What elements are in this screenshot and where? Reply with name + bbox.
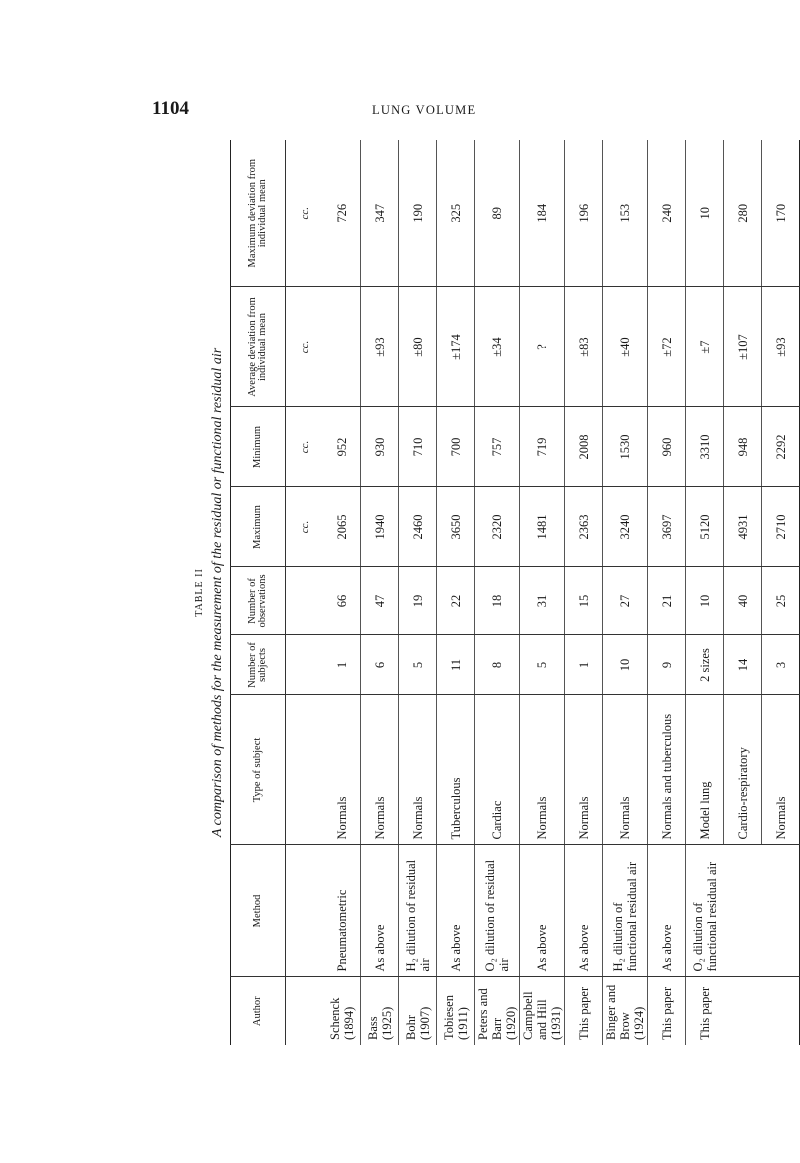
- cell-type: Cardiac: [475, 695, 520, 845]
- cell-author: Bass (1925): [361, 977, 399, 1045]
- comparison-table: [230, 140, 800, 1045]
- cell-maximum: 2320: [475, 487, 520, 567]
- unit-max-dev: cc.: [286, 140, 324, 287]
- cell-minimum: 2292: [762, 407, 800, 487]
- page-number: 1104: [152, 98, 189, 119]
- units-row: [286, 140, 324, 1045]
- cell-author: Bohr (1907): [399, 977, 437, 1045]
- table-row: [648, 140, 686, 1045]
- cell-subjects: 11: [437, 635, 475, 695]
- table-body: [286, 140, 800, 1045]
- unit-avg-dev: cc.: [286, 287, 324, 407]
- cell-author: Tobiesen (1911): [437, 977, 475, 1045]
- cell-observations: 18: [475, 567, 520, 635]
- cell-subjects: 1: [565, 635, 603, 695]
- cell-author: This paper: [565, 977, 603, 1045]
- cell-type: Normals: [520, 695, 565, 845]
- cell-avg-dev: ±80: [399, 287, 437, 407]
- cell-maximum: 2460: [399, 487, 437, 567]
- cell-type: Normals: [603, 695, 648, 845]
- cell-type: Normals: [399, 695, 437, 845]
- cell-max-dev: 280: [724, 140, 762, 287]
- cell-avg-dev: ±83: [565, 287, 603, 407]
- cell-observations: 10: [686, 567, 724, 635]
- cell-avg-dev: ±93: [762, 287, 800, 407]
- cell-avg-dev: ±93: [361, 287, 399, 407]
- col-header-observations: Number of observations: [231, 567, 286, 635]
- cell-maximum: 2710: [762, 487, 800, 567]
- cell-maximum: 2363: [565, 487, 603, 567]
- table-row: [399, 140, 437, 1045]
- cell-minimum: 710: [399, 407, 437, 487]
- cell-max-dev: 10: [686, 140, 724, 287]
- cell-avg-dev: ±34: [475, 287, 520, 407]
- cell-observations: 27: [603, 567, 648, 635]
- cell-method: Pneumatometric: [323, 845, 361, 977]
- cell-subjects: 1: [323, 635, 361, 695]
- cell-method: As above: [565, 845, 603, 977]
- cell-type: Cardio-respiratory: [724, 695, 762, 845]
- cell-observations: 47: [361, 567, 399, 635]
- cell-method: [724, 845, 762, 977]
- cell-type: Model lung: [686, 695, 724, 845]
- cell-minimum: 948: [724, 407, 762, 487]
- cell-author: Schenck (1894): [327, 997, 356, 1040]
- cell-maximum: 3697: [648, 487, 686, 567]
- cell-author: [724, 977, 762, 1045]
- cell-maximum: 4931: [724, 487, 762, 567]
- col-header-subjects: Number of subjects: [231, 635, 286, 695]
- cell-minimum: 960: [648, 407, 686, 487]
- cell-avg-dev: ±7: [686, 287, 724, 407]
- cell-max-dev: 726: [323, 140, 361, 287]
- col-header-author: Author: [231, 977, 286, 1045]
- cell-minimum: 757: [475, 407, 520, 487]
- cell-author: This paper: [648, 977, 686, 1045]
- cell-type: Normals: [361, 695, 399, 845]
- cell-avg-dev: ±107: [724, 287, 762, 407]
- cell-author: Binger and Brow (1924): [603, 977, 648, 1045]
- cell-type: Tuberculous: [437, 695, 475, 845]
- cell-method: O₂ dilution of functional residual air: [686, 845, 724, 977]
- col-header-maximum: Maximum: [231, 487, 286, 567]
- cell-subjects: 2 sizes: [686, 635, 724, 695]
- cell-max-dev: 347: [361, 140, 399, 287]
- cell-observations: 15: [565, 567, 603, 635]
- cell-minimum: 3310: [686, 407, 724, 487]
- col-header-type: Type of subject: [231, 695, 286, 845]
- cell-minimum: 1530: [603, 407, 648, 487]
- table-label: TABLE II: [194, 568, 205, 617]
- table-row: [762, 140, 800, 1045]
- cell-author: Campbell and Hill (1931): [520, 977, 565, 1045]
- table-row: [603, 140, 648, 1045]
- cell-subjects: 3: [762, 635, 800, 695]
- cell-minimum: 930: [361, 407, 399, 487]
- cell-minimum: 952: [323, 407, 361, 487]
- cell-minimum: 700: [437, 407, 475, 487]
- cell-observations: 19: [399, 567, 437, 635]
- cell-observations: 21: [648, 567, 686, 635]
- cell-minimum: 719: [520, 407, 565, 487]
- cell-author: This paper: [686, 977, 724, 1045]
- table-row: [323, 140, 361, 1045]
- cell-type: Normals: [565, 695, 603, 845]
- table-caption: A comparison of methods for the measurement of the residual or functional residual air: [210, 347, 225, 838]
- cell-maximum: 5120: [686, 487, 724, 567]
- cell-subjects: 10: [603, 635, 648, 695]
- cell-max-dev: 325: [437, 140, 475, 287]
- cell-type: Normals and tuberculous: [648, 695, 686, 845]
- cell-subjects: 5: [399, 635, 437, 695]
- cell-max-dev: 170: [762, 140, 800, 287]
- cell-avg-dev: ?: [520, 287, 565, 407]
- table-row: [361, 140, 399, 1045]
- running-head: LUNG VOLUME: [372, 103, 477, 117]
- cell-maximum: 3650: [437, 487, 475, 567]
- cell-observations: 25: [762, 567, 800, 635]
- cell-method: H₂ dilution of functional residual air: [603, 845, 648, 977]
- cell-type: Normals: [323, 695, 361, 845]
- cell-method: As above: [520, 845, 565, 977]
- cell-max-dev: 153: [603, 140, 648, 287]
- col-header-avg-dev: Average deviation from individual mean: [231, 287, 286, 407]
- col-header-method: Method: [231, 845, 286, 977]
- cell-author: Peters and Barr (1920): [475, 977, 520, 1045]
- cell-subjects: 8: [475, 635, 520, 695]
- cell-method: As above: [648, 845, 686, 977]
- table-row: [520, 140, 565, 1045]
- cell-subjects: 14: [724, 635, 762, 695]
- table-row: [724, 140, 762, 1045]
- cell-max-dev: 240: [648, 140, 686, 287]
- cell-observations: 40: [724, 567, 762, 635]
- table-header-row: [231, 140, 286, 1045]
- cell-method: H₂ dilution of residual air: [399, 845, 437, 977]
- cell-subjects: 6: [361, 635, 399, 695]
- col-header-max-dev: Maximum deviation from individual mean: [231, 140, 286, 287]
- table-row: [475, 140, 520, 1045]
- cell-avg-dev: [323, 287, 361, 407]
- cell-max-dev: 196: [565, 140, 603, 287]
- cell-subjects: 5: [520, 635, 565, 695]
- cell-author: [762, 977, 800, 1045]
- cell-type: Normals: [762, 695, 800, 845]
- cell-maximum: 2065: [323, 487, 361, 567]
- cell-method: [762, 845, 800, 977]
- rotated-table-block: [192, 140, 788, 1045]
- cell-method: O₂ dilution of residual air: [475, 845, 520, 977]
- table-row: [686, 140, 724, 1045]
- cell-max-dev: 190: [399, 140, 437, 287]
- unit-maximum: cc.: [286, 487, 324, 567]
- cell-avg-dev: ±174: [437, 287, 475, 407]
- cell-maximum: 1940: [361, 487, 399, 567]
- table-row: [437, 140, 475, 1045]
- cell-method: As above: [361, 845, 399, 977]
- cell-method: As above: [437, 845, 475, 977]
- cell-observations: 31: [520, 567, 565, 635]
- cell-observations: 22: [437, 567, 475, 635]
- cell-minimum: 2008: [565, 407, 603, 487]
- cell-max-dev: 89: [475, 140, 520, 287]
- unit-minimum: cc.: [286, 407, 324, 487]
- cell-avg-dev: ±40: [603, 287, 648, 407]
- cell-maximum: 3240: [603, 487, 648, 567]
- col-header-minimum: Minimum: [231, 407, 286, 487]
- cell-subjects: 9: [648, 635, 686, 695]
- table-row: [565, 140, 603, 1045]
- cell-avg-dev: ±72: [648, 287, 686, 407]
- cell-observations: 66: [323, 567, 361, 635]
- cell-maximum: 1481: [520, 487, 565, 567]
- cell-max-dev: 184: [520, 140, 565, 287]
